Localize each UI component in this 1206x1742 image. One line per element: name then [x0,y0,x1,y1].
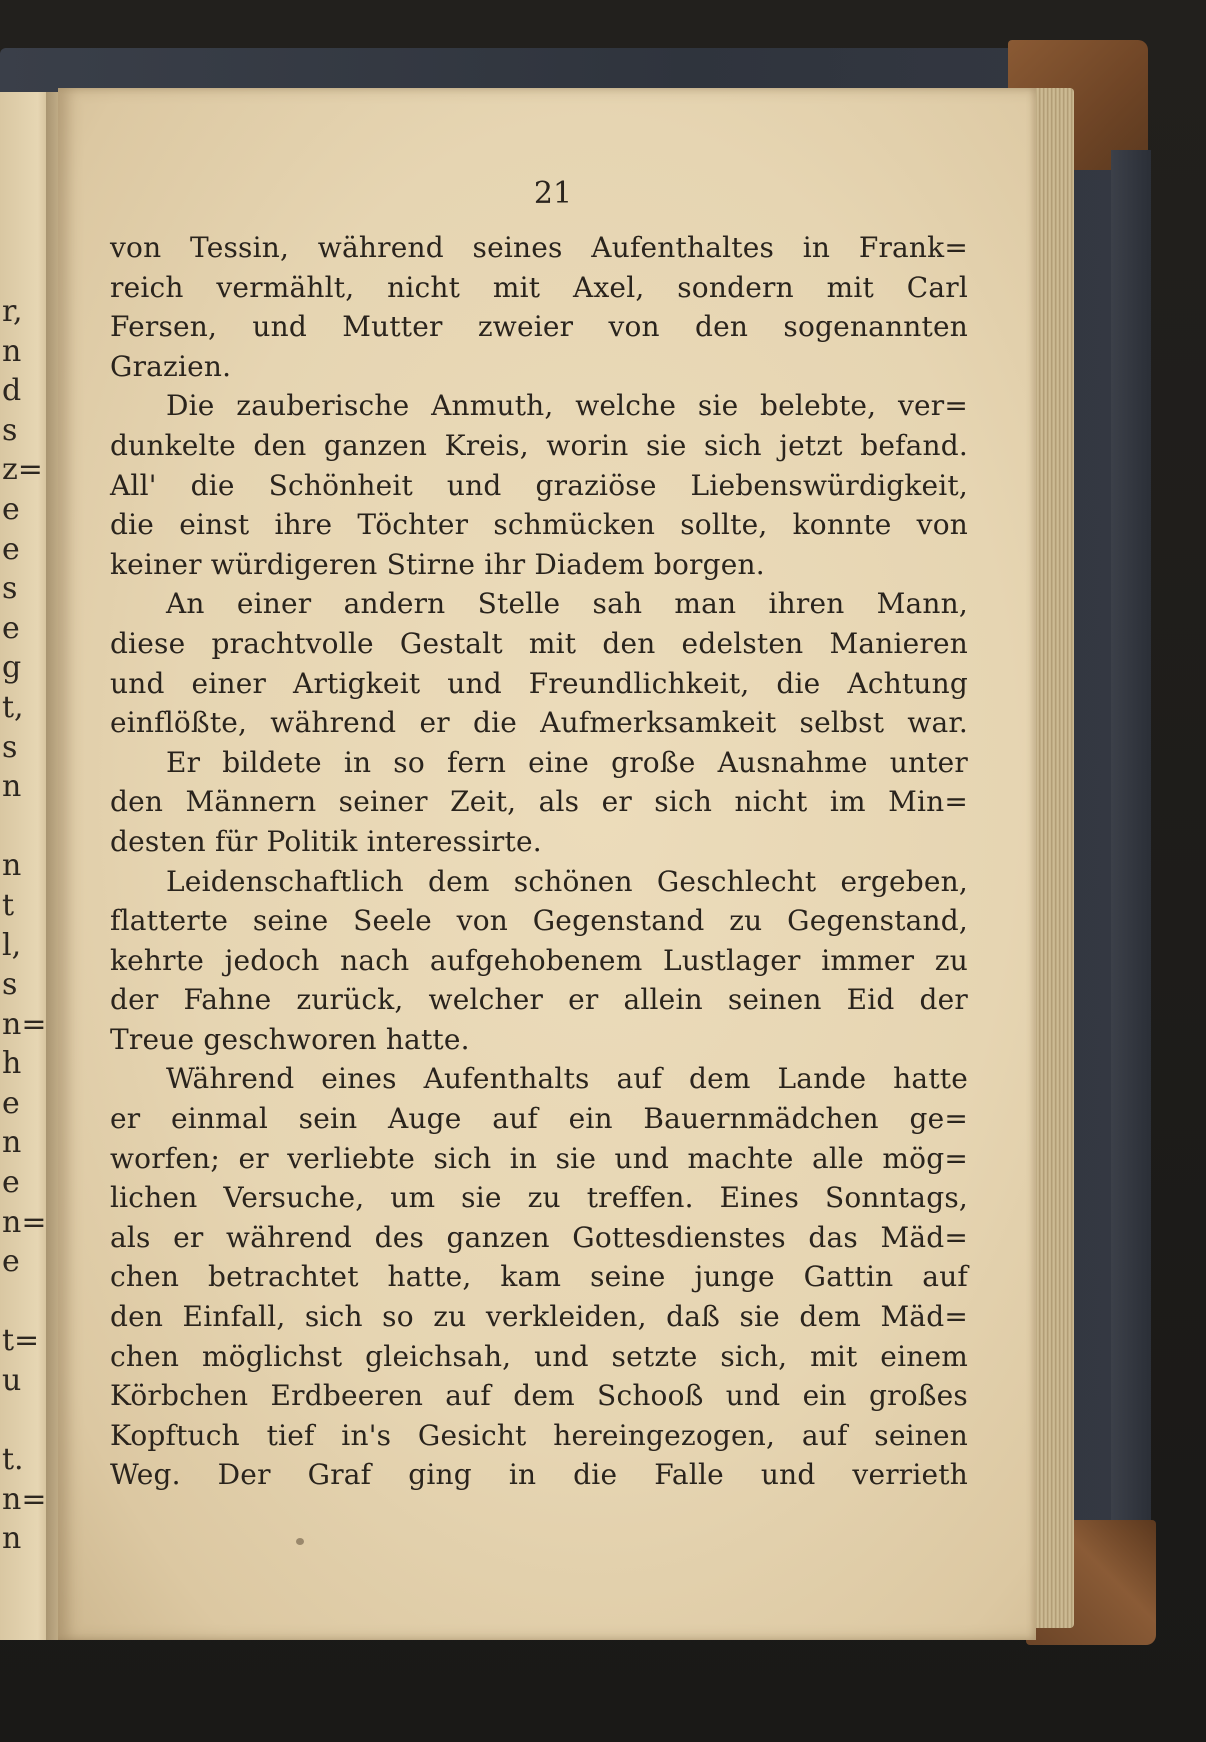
text-line: von Tessin, während seines Aufenthaltes in Frank= [110,231,968,264]
text-line: kehrte jedoch nach aufgehobenem Lustlager immer zu [110,943,968,977]
left-page-fragment: h [2,1046,22,1082]
text-line: flatterte seine Seele von Gegenstand zu Gegenstand, [110,904,968,938]
text-line: die einst ihre Töchter schmücken sollte, konnte von [110,508,968,542]
left-page-fragment: e [2,1165,20,1201]
text-line: einflößte, während er die Aufmerksamkeit selbst war. [110,706,968,740]
paper-spot [296,1538,304,1545]
left-page-fragment: t, [2,689,24,725]
text-line: keiner würdigeren Stirne ihr Diadem borgen. [110,547,765,581]
left-page-fragment [2,1282,46,1322]
left-page-fragment: t. [2,1442,24,1478]
text-line: dunkelte den ganzen Kreis, worin sie sich jetzt befand. [110,428,968,462]
text-line: worfen; er verliebte sich in sie und machte alle mög= [110,1141,968,1175]
left-page-fragment: s [2,967,18,1003]
text-line: er einmal sein Auge auf ein Bauernmädchen ge= [110,1102,968,1136]
left-page-fragment: n [2,1125,22,1161]
left-page-fragment: d [2,373,22,409]
left-page-fragment: e [2,1244,20,1280]
text-line: Grazien. [110,349,232,383]
left-page-fragment: n [2,333,22,369]
text-line: diese prachtvolle Gestalt mit den edelsten Manieren [110,626,968,660]
text-line: Während eines Aufenthalts auf dem Lande hatte [166,1062,968,1096]
left-page-fragment: e [2,491,20,527]
left-page-fragment: e [2,531,20,567]
text-line: chen betrachtet hatte, kam seine junge Gattin auf [110,1260,968,1294]
left-page-text-fragments [2,292,46,1559]
left-page-fragment: s [2,571,18,607]
text-line: den Einfall, sich so zu verkleiden, daß sie dem Mäd= [110,1300,968,1334]
left-page-fragment: s [2,729,18,765]
right-page [58,88,1036,1640]
text-line: Er bildete in so fern eine große Ausnahme unter [166,745,968,779]
left-page-fragment: e [2,610,20,646]
left-page-fragment: z= [2,452,43,488]
left-page-fragment: t= [2,1323,40,1359]
text-line: reich vermählt, nicht mit Axel, sondern mit Carl [110,270,968,304]
text-line: Weg. Der Graf ging in die Falle und verrieth [110,1458,968,1492]
left-page-fragment: u [2,1363,22,1399]
left-page-fragment: s [2,412,18,448]
text-line: Kopftuch tief in's Gesicht hereingezogen, auf seinen [110,1418,968,1452]
text-line: desten für Politik interessirte. [110,824,542,858]
left-page-fragment: n [2,1521,22,1557]
text-line: lichen Versuche, um sie zu treffen. Eines Sonntags, [110,1181,968,1215]
left-page-fragment [2,1401,46,1441]
text-line: als er während des ganzen Gottesdienstes das Mäd= [110,1220,968,1254]
left-page-fragment: r, [2,294,23,329]
page-number: 21 [533,176,573,211]
left-page-fragment: l, [2,927,22,963]
text-line: und einer Artigkeit und Freundlichkeit, die Achtung [110,666,968,700]
left-page-fragment: n [2,848,22,884]
cover-edge [1111,150,1151,1550]
left-page-fragment: t [2,887,15,923]
text-line: All' die Schönheit und graziöse Liebenswürdigkeit, [110,468,968,502]
left-page-fragment: n= [2,1204,47,1240]
text-line: An einer andern Stelle sah man ihren Mann, [166,587,968,621]
left-page-fragment: n= [2,1481,47,1517]
left-page-fragment: n= [2,1006,47,1042]
text-line: Fersen, und Mutter zweier von den sogenannten [110,310,968,344]
text-line: Körbchen Erdbeeren auf dem Schooß und ein großes [110,1379,968,1413]
body-text [110,228,968,1495]
text-line: Die zauberische Anmuth, welche sie belebte, ver= [166,389,968,423]
left-page-fragment: e [2,1085,20,1121]
text-line: Treue geschworen hatte. [110,1022,470,1056]
text-line: chen möglichst gleichsah, und setzte sich, mit einem [110,1339,968,1373]
left-page-fragment: n [2,769,22,805]
left-page-fragment [2,807,46,847]
text-line: den Männern seiner Zeit, als er sich nicht im Min= [110,785,968,819]
text-line: Leidenschaftlich dem schönen Geschlecht ergeben, [166,864,968,898]
text-line: der Fahne zurück, welcher er allein seinen Eid der [110,983,968,1017]
left-page-fragment: g [2,650,22,686]
